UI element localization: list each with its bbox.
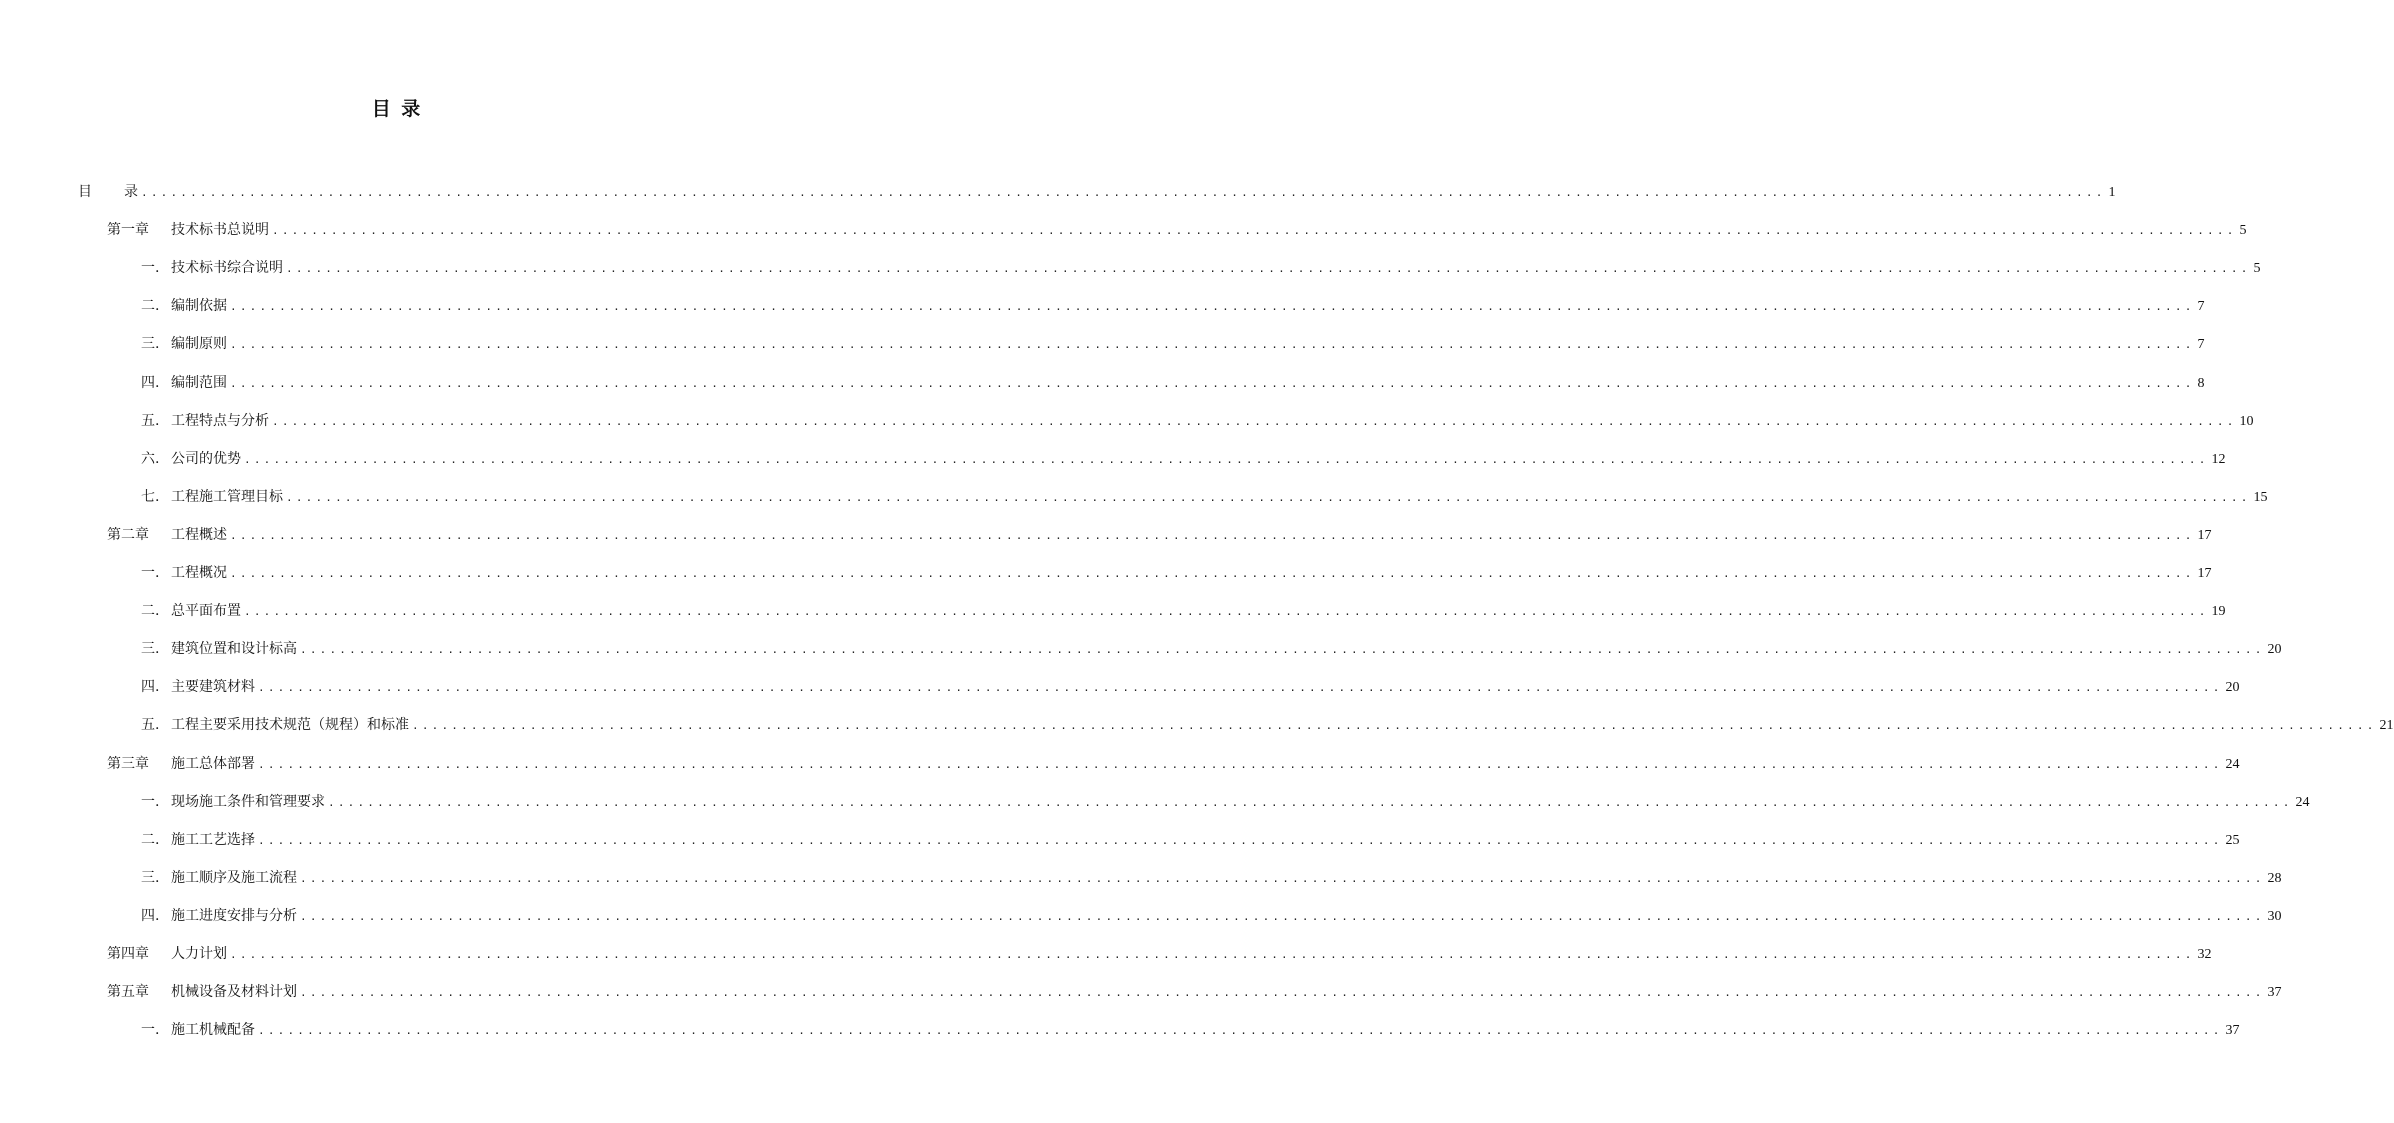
toc-entry-number: 第一章 xyxy=(107,222,149,239)
toc-entry-title: 人力计划 xyxy=(171,946,227,962)
toc-entry-number: 六. xyxy=(141,450,160,467)
toc-entry-number: 二. xyxy=(141,603,160,620)
toc-entry[interactable] xyxy=(141,372,2205,394)
toc-entry-number: 第二章 xyxy=(107,526,149,543)
toc-entry-number: 四. xyxy=(141,907,160,924)
toc-entry-title: 主要建筑材料 xyxy=(171,679,255,696)
toc-entry[interactable] xyxy=(107,219,2247,241)
toc-entry[interactable] xyxy=(141,791,2310,813)
toc-entry[interactable] xyxy=(107,943,2212,965)
toc-entry-page: 32 xyxy=(2197,947,2212,962)
toc-entry-number: 一. xyxy=(141,260,160,277)
toc-entry-number: 三. xyxy=(141,336,160,353)
toc-entry-page: 7 xyxy=(2197,337,2205,353)
toc-entry-page: 5 xyxy=(2239,223,2247,239)
toc-entry-number: 五. xyxy=(141,412,160,429)
toc-entry[interactable] xyxy=(141,333,2205,355)
toc-leader-dots: ........................................................................................................................................................................................................ xyxy=(244,452,2209,466)
toc-entry[interactable] xyxy=(141,410,2254,432)
toc-entry-page: 7 xyxy=(2197,299,2205,315)
toc-entry-title: 工程施工管理目标 xyxy=(171,488,283,505)
page-title: 目 录 xyxy=(371,98,423,120)
toc-entry-title: 技术标书总说明 xyxy=(171,222,269,239)
toc-entry[interactable] xyxy=(141,448,2226,470)
toc-entry-title: 现场施工条件和管理要求 xyxy=(171,793,325,810)
toc-entry-number: 一. xyxy=(141,565,160,581)
toc-entry-number: 七. xyxy=(141,488,160,505)
toc-entry-title: 总平面布置 xyxy=(171,603,241,620)
toc-entry-page: 37 xyxy=(2225,1023,2240,1039)
toc-entry[interactable] xyxy=(141,257,2261,279)
toc-entry-page: 20 xyxy=(2267,642,2282,658)
toc-entry-page: 24 xyxy=(2225,756,2240,772)
toc-entry[interactable] xyxy=(141,486,2268,508)
toc-entry-number: 第三章 xyxy=(107,755,149,772)
toc-entry[interactable] xyxy=(107,753,2240,775)
toc-entry-number: 第五章 xyxy=(107,984,149,1001)
toc-entry-title: 建筑位置和设计标高 xyxy=(171,641,297,658)
toc-entry-title: 施工顺序及施工流程 xyxy=(171,869,297,886)
toc-entry-title: 施工工艺选择 xyxy=(171,831,255,848)
toc-leader-dots: ........................................................................................................................................................................................................ xyxy=(230,948,2195,961)
toc-entry-title: 工程概述 xyxy=(171,526,227,543)
toc-entry[interactable] xyxy=(107,981,2282,1003)
toc-entry-number: 三. xyxy=(141,641,160,658)
toc-entry-title: 公司的优势 xyxy=(171,450,241,467)
toc-leader-dots: ........................................................................................................................................................................................................ xyxy=(412,719,2377,733)
toc-entry-title: 施工总体部署 xyxy=(171,755,255,772)
toc-entry-number: 二. xyxy=(141,831,160,848)
toc-entry-page: 17 xyxy=(2197,566,2212,581)
toc-leader-dots: ........................................................................................................................................................................................................ xyxy=(230,528,2195,542)
toc-entry-page: 25 xyxy=(2225,832,2240,848)
toc-entry-page: 21 xyxy=(2379,718,2394,734)
toc-entry-page: 12 xyxy=(2211,451,2226,467)
toc-entry[interactable] xyxy=(141,867,2282,889)
toc-entry[interactable] xyxy=(78,181,2116,203)
toc-entry[interactable] xyxy=(141,905,2282,927)
toc-entry-title: 施工机械配备 xyxy=(171,1022,255,1039)
toc-entry-number: 目 xyxy=(78,184,92,200)
toc-entry[interactable] xyxy=(141,638,2282,660)
toc-entry-title: 编制范围 xyxy=(171,374,227,391)
toc-entry-number: 四. xyxy=(141,679,160,696)
toc-entry[interactable] xyxy=(141,562,2212,584)
toc-leader-dots: ........................................................................................................................................................................................................ xyxy=(230,567,2195,580)
toc-leader-dots: ........................................................................................................................................................................................................ xyxy=(328,795,2293,809)
toc-entry-page: 17 xyxy=(2197,527,2212,543)
toc-entry[interactable] xyxy=(141,714,2394,736)
toc-leader-dots: ........................................................................................................................................................................................................ xyxy=(230,376,2195,390)
toc-entry-title: 工程特点与分析 xyxy=(171,412,269,429)
toc-entry[interactable] xyxy=(141,676,2240,698)
toc-entry[interactable] xyxy=(107,524,2212,546)
toc-entry-page: 37 xyxy=(2267,985,2282,1001)
toc-leader-dots: ........................................................................................................................................................................................................ xyxy=(300,871,2265,885)
toc-leader-dots: ........................................................................................................................................................................................................ xyxy=(230,300,2195,314)
toc-entry-title: 编制依据 xyxy=(171,298,227,315)
toc-entry[interactable] xyxy=(141,600,2226,622)
toc-entry-page: 8 xyxy=(2197,375,2205,391)
toc-entry-title: 工程主要采用技术规范（规程）和标准 xyxy=(171,717,409,734)
toc-leader-dots: ........................................................................................................................................................................................................ xyxy=(286,262,2251,276)
toc-leader-dots: ........................................................................................................................................................................................................ xyxy=(286,490,2251,504)
toc-leader-dots: ........................................................................................................................................................................................................ xyxy=(300,643,2265,657)
toc-entry-page: 19 xyxy=(2211,604,2226,620)
toc-entry-number: 五. xyxy=(141,717,160,734)
toc-leader-dots: ........................................................................................................................................................................................................ xyxy=(230,338,2195,352)
toc-entry[interactable] xyxy=(141,1019,2240,1041)
toc-entry-title: 技术标书综合说明 xyxy=(171,260,283,277)
toc-entry-number: 二. xyxy=(141,298,160,315)
toc-entry-page: 1 xyxy=(2108,185,2116,200)
toc-entry-title: 施工进度安排与分析 xyxy=(171,907,297,924)
toc-entry-number: 第四章 xyxy=(107,946,149,962)
toc-entry[interactable] xyxy=(141,829,2240,851)
toc-leader-dots: ........................................................................................................................................................................................................ xyxy=(258,681,2223,695)
toc-leader-dots: ........................................................................................................................................................................................................ xyxy=(258,757,2223,771)
toc-entry-number: 三. xyxy=(141,869,160,886)
toc-entry-number: 一. xyxy=(141,1022,160,1039)
toc-entry-number: 四. xyxy=(141,374,160,391)
toc-leader-dots: ........................................................................................................................................................................................................ xyxy=(300,909,2265,923)
toc-entry-page: 28 xyxy=(2267,870,2282,886)
toc-leader-dots: ........................................................................................................................................................................................................ xyxy=(272,414,2237,428)
toc-entry-title: 机械设备及材料计划 xyxy=(171,984,297,1001)
toc-entry-page: 15 xyxy=(2253,489,2268,505)
toc-entry[interactable] xyxy=(141,295,2205,317)
toc-leader-dots: ........................................................................................................................................................................................................ xyxy=(300,986,2265,1000)
toc-entry-number: 一. xyxy=(141,793,160,810)
toc-entry-title: 工程概况 xyxy=(171,565,227,581)
toc-leader-dots: ........................................................................................................................................................................................................ xyxy=(258,1024,2223,1038)
toc-entry-page: 10 xyxy=(2239,413,2254,429)
toc-entry-page: 20 xyxy=(2225,680,2240,696)
toc-leader-dots: ........................................................................................................................................................................................................ xyxy=(141,186,2106,199)
toc-entry-page: 30 xyxy=(2267,908,2282,924)
toc-leader-dots: ........................................................................................................................................................................................................ xyxy=(272,224,2237,238)
toc-leader-dots: ........................................................................................................................................................................................................ xyxy=(258,833,2223,847)
toc-leader-dots: ........................................................................................................................................................................................................ xyxy=(244,605,2209,619)
toc-entry-title: 录 xyxy=(124,184,138,200)
toc-entry-title: 编制原则 xyxy=(171,336,227,353)
toc-entry-page: 5 xyxy=(2253,261,2261,277)
toc-entry-page: 24 xyxy=(2295,794,2310,810)
